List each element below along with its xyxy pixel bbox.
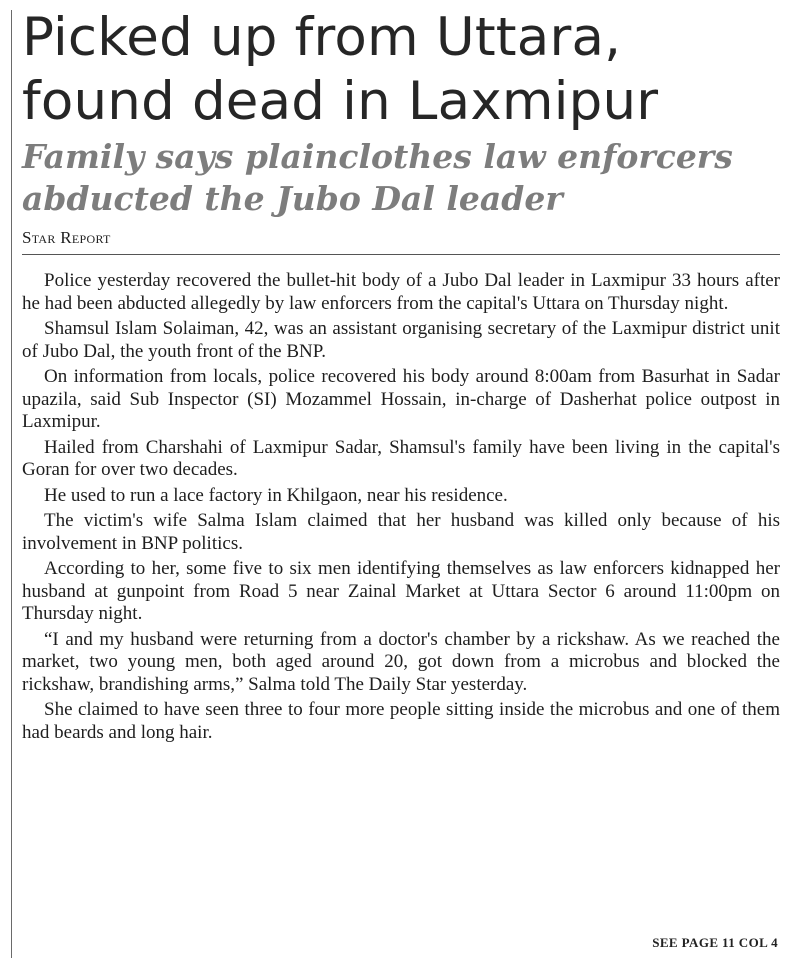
- headline: [22, 6, 780, 134]
- column-rule: [11, 10, 12, 958]
- paragraph: Shamsul Islam Solaiman, 42, was an assistant organising secretary of the Laxmipur district unit of Jubo Dal, the youth front of the BNP.: [22, 318, 780, 362]
- paragraph: The victim's wife Salma Islam claimed that her husband was killed only because of his involvement in BNP politics.: [22, 510, 780, 554]
- paragraph: On information from locals, police recovered his body around 8:00am from Basurhat in Sadar upazila, said Sub Inspector (SI) Mozammel Hossain, in-charge of Dasherhat police outpost in Laxmipur.: [22, 366, 780, 432]
- paragraph: Police yesterday recovered the bullet-hit body of a Jubo Dal leader in Laxmipur 33 hours after he had been abducted allegedly by law enforcers from the capital's Uttara on Thursday night.: [22, 270, 780, 314]
- byline: Star Report: [22, 228, 780, 255]
- article-body: [22, 270, 780, 744]
- subheadline-line-1: Family says plainclothes law enforcers: [22, 137, 733, 176]
- headline-line-2: found dead in Laxmipur: [22, 71, 659, 132]
- paragraph: Hailed from Charshahi of Laxmipur Sadar, Shamsul's family have been living in the capital's Goran for over two decades.: [22, 436, 780, 480]
- subheadline-line-2: abducted the Jubo Dal leader: [22, 179, 563, 218]
- article: [22, 6, 780, 747]
- paragraph: She claimed to have seen three to four more people sitting inside the microbus and one of them had beards and long hair.: [22, 699, 780, 743]
- continuation-jump: SEE PAGE 11 COL 4: [652, 935, 778, 950]
- paragraph: “I and my husband were returning from a doctor's chamber by a rickshaw. As we reached the market, two young men, both aged around 20, got down from a microbus and blocked the rickshaw, brandishing arms,” Salma told The Daily Star yesterday.: [22, 628, 780, 695]
- paragraph: He used to run a lace factory in Khilgaon, near his residence.: [44, 484, 508, 506]
- paragraph: According to her, some five to six men identifying themselves as law enforcers kidnapped her husband at gunpoint from Road 5 near Zainal Market at Uttara Sector 6 around 11:00pm on Thursday night.: [22, 558, 780, 624]
- subheadline: [22, 136, 780, 220]
- headline-line-1: Picked up from Uttara,: [22, 7, 622, 68]
